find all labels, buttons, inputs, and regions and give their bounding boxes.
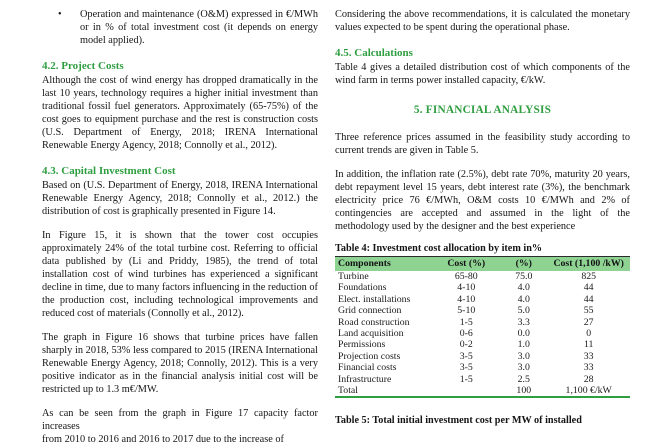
table4-body [335,271,630,397]
table-row [335,339,630,350]
section-heading-4-2: 4.2. Project Costs [42,60,124,72]
table-cell: 4-10 [457,282,476,294]
paragraph-capacity-factor-clipped: from 2010 to 2016 and 2016 to 2017 due to the increase of [42,434,284,445]
table-cell: 0-6 [459,328,473,340]
table-cell: 2.5 [517,373,530,385]
table-row [335,317,630,328]
paragraph-recommendations: Considering the above recommendations, it is calculated the monetary values expected to be spent during the operational phase. [335,9,630,33]
bullet-list-item [42,8,318,47]
table-cell: 11 [583,339,594,351]
table-cell: Elect. installations [338,293,411,305]
table-cell: 1,100 €/kW [565,385,612,397]
table-cell: 33 [583,350,594,362]
table-cell: Land acquisition [338,328,404,340]
table-cell: 27 [583,316,594,328]
table-cell: 825 [581,271,597,282]
table-cell: Total [338,385,358,397]
table-cell: Infrastructure [338,373,392,385]
table-row [335,374,630,385]
right-column [335,8,630,437]
paragraph-capital-investment-1: Based on (U.S. Department of Energy, 2018, IRENA International Renewable Energy Agency, 2018; Connolly et al., 2012.) the distribution of cost is graphically presented in Figure 14. [42,180,318,217]
table-cell: Financial costs [338,362,397,374]
table-cell: 3.0 [517,362,530,374]
table-cell: 44 [583,293,594,305]
table-cell: 28 [583,373,594,385]
table-cell: Projection costs [338,350,401,362]
table-cell: 1-5 [459,316,473,328]
table-cell: 1.0 [517,339,530,351]
table-cell: Grid connection [338,305,402,317]
table4-header-percent: (%) [500,257,547,272]
table-cell: 0.0 [517,328,530,340]
table-cell: 55 [583,305,594,317]
table-cell: Foundations [338,282,387,294]
paragraph-capital-investment-3: The graph in Figure 16 shows that turbine prices have fallen sharply in 2018, 53% less compared to 2015 (IRENA International Renewable Energy Agency, 2018; Connolly, 2012). This is a very positive indicator as in the financial analysis initial cost will be restricted up to 1.3 m€/MW. [42,332,318,395]
paragraph-assumptions: In addition, the inflation rate (2.5%), debt rate 70%, maturity 20 years, debt repayment level 15 years, debt interest rate (3%), the benchmark electricity price 76 €/MWh, O&M costs 10 €/MWh and 2% of contingencies are accepted and assumed in the light of the methodology used by the designer and the best experience [335,169,630,232]
table4-header-cost-kw: Cost (1,100 /kW) [547,257,630,272]
table-row [335,294,630,305]
table-cell: 3.0 [517,350,530,362]
table5-title: Table 5: Total initial investment cost per MW of installed [335,415,582,427]
table-cell: 5-10 [457,305,476,317]
table-row [335,282,630,293]
table-cell [432,385,500,397]
paragraph-capacity-factor: As can be seen from the graph in Figure 17 capacity factor increases [42,408,318,432]
bullet-item-text: Operation and maintenance (O&M) expressed in €/MWh or in % of total investment cost (it depends on energy model applied). [80,9,318,46]
section-heading-4-5: 4.5. Calculations [335,47,413,59]
table-cell: 4-10 [457,293,476,305]
table-cell: Permissions [338,339,386,351]
table4-header-row [335,257,630,272]
table-cell: 4.0 [517,282,530,294]
table-cell: 5.0 [517,305,530,317]
table-cell: 0 [586,328,592,340]
table-cell: 75.0 [515,271,533,282]
table-cell: 100 [516,385,532,397]
section-heading-5-financial-analysis: 5. FINANCIAL ANALYSIS [413,104,552,116]
table-cell: 33 [583,362,594,374]
table-row [335,362,630,373]
paragraph-reference-prices: Three reference prices assumed in the feasibility study according to current trends are given in Table 5. [335,132,630,156]
table4-title: Table 4: Investment cost allocation by item in% [335,243,543,254]
table-cell: 44 [583,282,594,294]
section-heading-4-3: 4.3. Capital Investment Cost [42,165,176,177]
table-row [335,305,630,316]
table-row [335,385,630,397]
bullet-icon: • [58,9,62,20]
table-row [335,328,630,339]
table-row [335,271,630,282]
table-cell: 0-2 [459,339,473,351]
table-cell: 1-5 [459,373,473,385]
paragraph-capital-investment-2: In Figure 15, it is shown that the tower cost occupies approximately 24% of the total turbine cost. Referring to official data published by (Li and Priddy, 1985), the trend of total installation cost of wind turbines has experienced a significant decline in time, due to many factors influencing in the reduction of the production cost, including technological improvements and reduced cost of materials (Connolly et al., 2012). [42,230,318,319]
table-cell: 4.0 [517,293,530,305]
table-cell: 65-80 [454,271,478,282]
table4-header-cost-range: Cost (%) [432,257,500,272]
paragraph-project-costs: Although the cost of wind energy has dropped dramatically in the last 10 years, technology requires a higher initial investment than traditional fossil fuel generators. Approximately (65-75%) of the cost goes to equipment purchase and the rest is construction costs (U.S. Department of Energy, 2018; IRENA International Renewable Energy Agency, 2018; Connolly et al., 2012). [42,75,318,151]
table-cell: Turbine [338,271,369,282]
table4-investment-cost-allocation [335,256,630,398]
table4-header [335,257,630,272]
left-column [42,8,318,445]
table-cell: 3.3 [517,316,530,328]
table-cell: 3-5 [459,362,473,374]
paragraph-calculations: Table 4 gives a detailed distribution cost of which components of the wind farm in terms power installed capacity, €/kW. [335,62,630,86]
table-row [335,351,630,362]
table-cell: 3-5 [459,350,473,362]
table4-header-components: Components [335,257,432,272]
table-cell: Road construction [338,316,410,328]
